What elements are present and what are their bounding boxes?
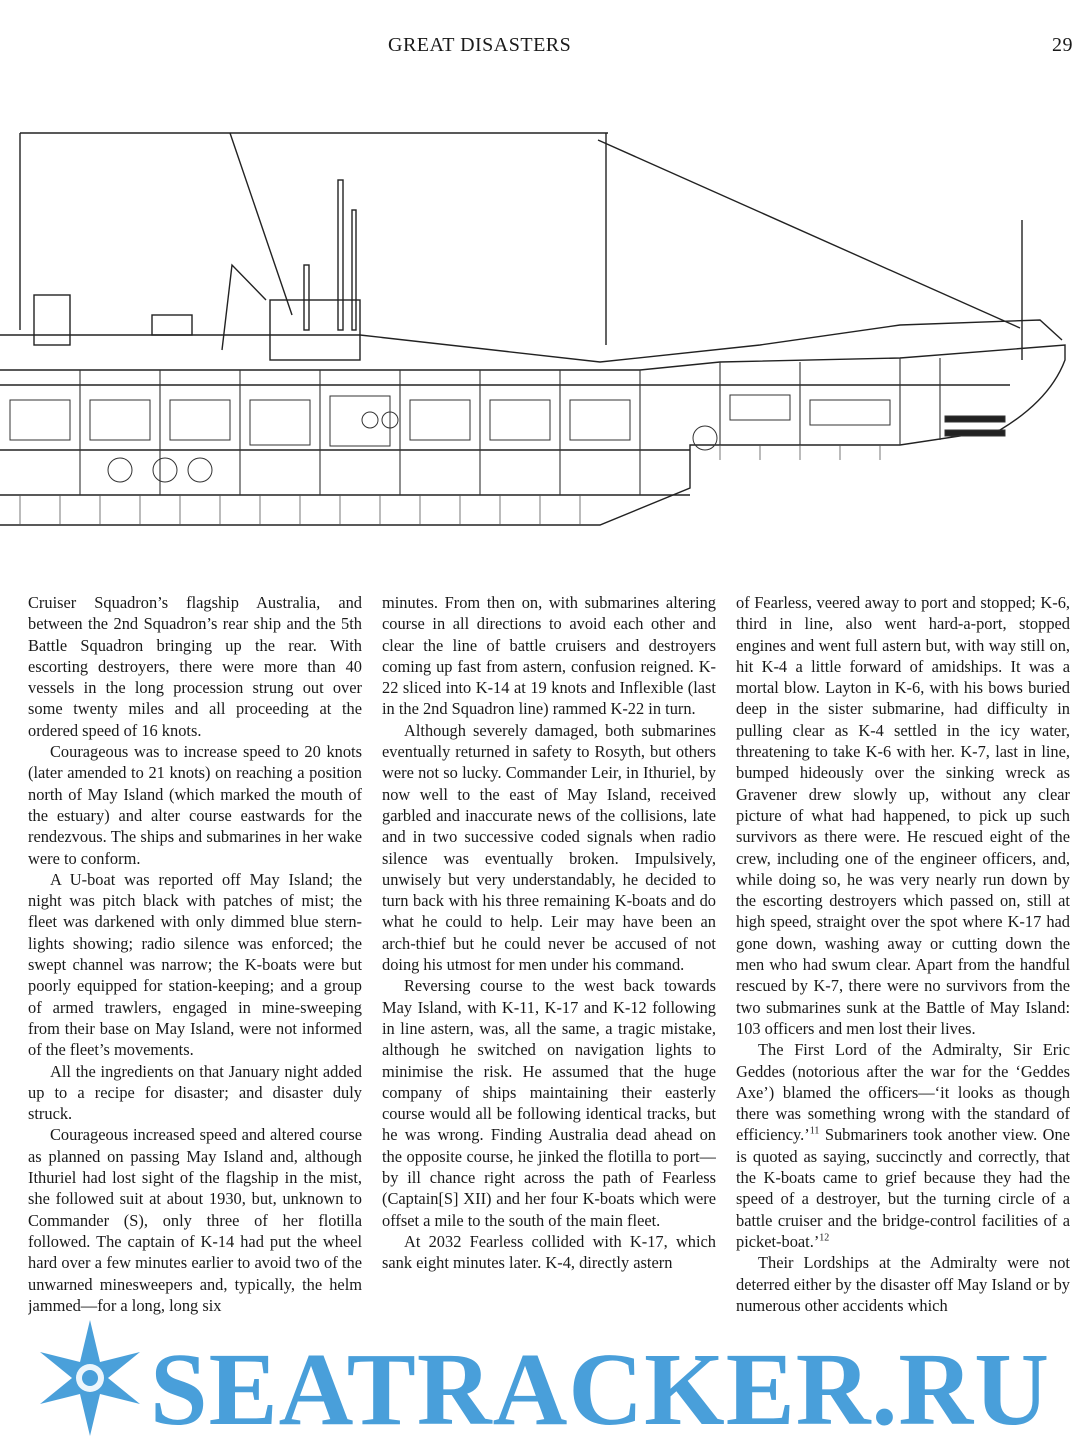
paragraph: At 2032 Fearless collided with K-17, which sank eight minutes later. K-4, directly astern [382, 1231, 716, 1273]
paragraph: Courageous increased speed and altered course as planned on passing May Island and, although Ithuriel had lost sight of the flagship in the mist, she followed suit at about 1930, but, unknown to Commander (S), only three of her flotilla followed. The captain of K-14 had put the wheel hard over a few minutes earlier to avoid two of the unwarned minesweepers and, typically, the helm jammed—for a long, long six [28, 1125, 362, 1315]
page-number: 29 [1052, 34, 1073, 56]
deck-gun [152, 315, 192, 335]
upper-deck [0, 320, 1062, 362]
watermark-text: SEATRACKER.RU [150, 1332, 1050, 1440]
paragraph: Although severely damaged, both submarines eventually returned in safety to Rosyth, but others were not so lucky. Commander Leir, in Ithuriel, by now well to the east of May Island, received garbled and inaccurate news of the collisions, late and in two successive coded signals when radio silence was eventually broken. Impulsively, unwisely but very understandably, he decided to turn back with his three remaining K-boats and do what he could to help. Leir may have been an arch-thief but he could never be accused of not doing his utmost for men under his command. [382, 720, 716, 975]
running-head [0, 34, 1080, 58]
paragraph: A U-boat was reported off May Island; the night was pitch black with patches of mist; the fleet was darkened with only dimmed blue stern-lights showing; radio silence was enforced; the swept channel was narrow; the K-boats were but poorly equipped for station-keeping; and a group of armed trawlers, engaged in mine-sweeping from their base on May Island, were not informed of the fleet’s movements. [28, 869, 362, 1060]
stay-wire [598, 140, 1020, 328]
compass-star-icon [40, 1320, 140, 1436]
paragraph-text: The First Lord of the Admiralty, Sir Eric Geddes (notorious after the war for the ‘Geddes Axe’) blamed the officers—‘it looks as though there was something wrong with the standard of efficiency.’ [736, 1040, 1070, 1145]
paragraph: Cruiser Squadron’s flagship Australia, and between the 2nd Squadron’s rear ship and the 5th Battle Squadron bringing up the rear. With escorting destroyers, there were more than 40 vessels in the long procession strung out over some twenty miles and all proceeding at the ordered speed of 16 knots. [28, 593, 362, 740]
chapter-title: GREAT DISASTERS [388, 34, 572, 56]
footnote-marker: 11 [809, 1125, 820, 1137]
paragraph: Reversing course to the west back towards May Island, with K-11, K-17 and K-12 following in line astern, was, all the same, a tragic mistake, although he switched on navigation lights to minimise the risk. He assumed that the huge company of ships maintaining their easterly course would all be following identical tracks, but he was wrong. Finding Australia dead ahead on the opposite course, he jinked the flotilla to port—by ill chance right across the path of Fearless (Captain[S] XII) and her four K-boats which were offset a mile to the south of the main fleet. [382, 976, 716, 1230]
submarine-cutaway-drawing [0, 100, 1080, 560]
bulkheads [80, 358, 940, 495]
machinery [10, 395, 1005, 482]
paragraph: of Fearless, veered away to port and stopped; K-6, third in line, also went hard-a-port, stopped engines and went full astern but, with way still on, hit K-4 a little forward of amidships. It was a mortal blow. Layton in K-6, with his bows buried deep in the sister submarine, had difficulty in pulling clear as K-4 settled in the icy water, threatening to take K-6 with her. K-7, last in line, bumped hideously over the sinking wreck as Gravener drew slowly up, without any clear picture of what had happened, to pick up such survivors as there were. He rescued eight of the crew, including one of the engineer officers, and, while doing so, he was very nearly run down by the escorting destroyers which passed on, still at high speed, straight over the spot where K-17 had gone down, washing away or cutting down the men who had swum clear. Apart from the handful rescued by K-7, there were no survivors from the two submarines sunk at the Battle of May Island: 103 officers and men lost their lives. [736, 593, 1070, 1038]
text-column-1 [28, 592, 362, 1352]
periscope-mast [352, 210, 356, 330]
stay-wire [230, 133, 292, 315]
paragraph: Courageous was to increase speed to 20 knots (later amended to 21 knots) on reaching a position north of May Island (which marked the mouth of the estuary) and alter course eastwards for the rendezvous. The ships and submarines in her wake were to conform. [28, 742, 362, 868]
crane [222, 265, 266, 350]
conning-tower [270, 300, 360, 360]
hull-frames [20, 445, 880, 525]
text-column-2 [382, 592, 716, 1352]
funnel [34, 295, 70, 345]
periscope-mast [304, 265, 309, 330]
footnote-marker: 12 [819, 1232, 830, 1244]
paragraph: Their Lordships at the Admiralty were not deterred either by the disaster off May Island or by numerous other accidents which [736, 1253, 1070, 1315]
paragraph-text: Submariners took another view. One is quoted as saying, succinctly and correctly, that the K-boats came to grief because they had the speed of a destroyer, but the turning circle of a battle cruiser and the bridge-control facilities of a picket-boat.’ [736, 1125, 1070, 1251]
paragraph-with-footnote [736, 1039, 1070, 1252]
watermark [0, 1312, 1080, 1440]
periscope-mast [338, 180, 343, 330]
paragraph: All the ingredients on that January night added up to a recipe for disaster; and disaster duly struck. [28, 1061, 362, 1124]
text-column-3 [736, 592, 1070, 1352]
paragraph: minutes. From then on, with submarines altering course in all directions to avoid each other and clear the line of battle cruisers and destroyers coming up fast from astern, confusion reigned. K-22 sliced into K-14 at 19 knots and Inflexible (last in the 2nd Squadron line) rammed K-22 in turn. [382, 593, 716, 719]
